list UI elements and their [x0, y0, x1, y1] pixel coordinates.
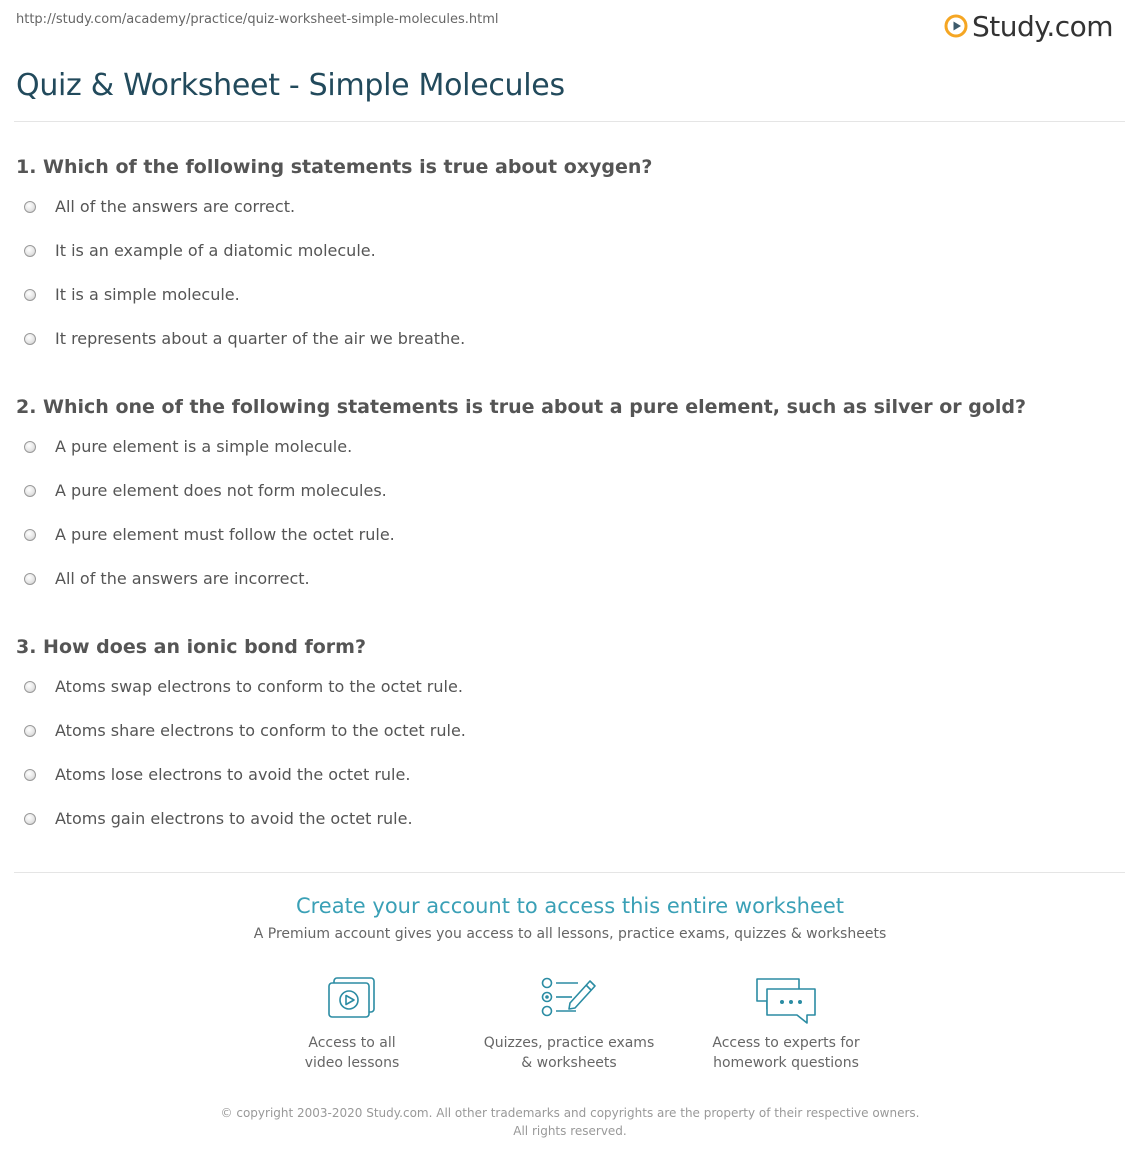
answer-label: A pure element is a simple molecule.	[55, 437, 353, 456]
cta-divider	[14, 872, 1125, 873]
radio-button[interactable]	[24, 201, 36, 213]
question-1	[16, 154, 1116, 372]
answer-option[interactable]	[16, 480, 1116, 524]
answer-label: Atoms share electrons to conform to the octet rule.	[55, 721, 466, 740]
question-text: 2. Which one of the following statements is true about a pure element, such as silver or gold?	[16, 396, 1027, 418]
play-logo-icon	[944, 14, 968, 38]
answer-label: Atoms lose electrons to avoid the octet rule.	[55, 765, 411, 784]
radio-button[interactable]	[24, 681, 36, 693]
answer-option[interactable]	[16, 240, 1116, 284]
answer-label: All of the answers are incorrect.	[55, 569, 310, 588]
answer-option[interactable]	[16, 676, 1116, 720]
question-text: 3. How does an ionic bond form?	[16, 636, 366, 658]
answer-label: It is a simple molecule.	[55, 285, 240, 304]
answer-label: It is an example of a diatomic molecule.	[55, 241, 376, 260]
feature-label	[469, 1033, 669, 1073]
answer-option[interactable]	[16, 720, 1116, 764]
answer-option[interactable]	[16, 284, 1116, 328]
answer-option[interactable]	[16, 328, 1116, 372]
radio-button[interactable]	[24, 769, 36, 781]
answer-label: A pure element must follow the octet rule.	[55, 525, 395, 544]
answer-option[interactable]	[16, 764, 1116, 808]
feature-quizzes	[469, 975, 669, 1073]
radio-button[interactable]	[24, 529, 36, 541]
radio-button[interactable]	[24, 333, 36, 345]
question-text: 1. Which of the following statements is true about oxygen?	[16, 156, 653, 178]
radio-button[interactable]	[24, 289, 36, 301]
radio-button[interactable]	[24, 485, 36, 497]
feature-label-line: & worksheets	[521, 1055, 617, 1071]
feature-label-line: Quizzes, practice exams	[483, 1035, 655, 1051]
question-2	[16, 394, 1116, 612]
page-title: Quiz & Worksheet - Simple Molecules	[16, 68, 565, 103]
answer-option[interactable]	[16, 524, 1116, 568]
answer-option[interactable]	[16, 196, 1116, 240]
feature-label	[252, 1033, 452, 1073]
chat-bubbles-icon	[753, 975, 819, 1027]
feature-label-line: video lessons	[304, 1055, 400, 1071]
feature-label-line: Access to experts for	[712, 1035, 860, 1051]
feature-label	[686, 1033, 886, 1073]
copyright-footer: © copyright 2003-2020 Study.com. All other trademarks and copyrights are the property of their respective owners. All rights reserved.	[220, 1106, 920, 1138]
radio-button[interactable]	[24, 245, 36, 257]
answer-option[interactable]	[16, 808, 1116, 852]
quiz-checklist-icon	[540, 975, 598, 1021]
radio-button[interactable]	[24, 573, 36, 585]
answer-label: Atoms swap electrons to conform to the octet rule.	[55, 677, 463, 696]
answer-option[interactable]	[16, 436, 1116, 480]
cta-subtitle: A Premium account gives you access to all lessons, practice exams, quizzes & worksheets	[253, 926, 887, 942]
feature-label-line: Access to all	[308, 1035, 396, 1051]
answer-label: All of the answers are correct.	[55, 197, 296, 216]
answer-list	[16, 676, 1116, 852]
logo-text: Study.com	[972, 9, 1114, 43]
feature-label-line: homework questions	[713, 1055, 859, 1071]
answer-label: Atoms gain electrons to avoid the octet rule.	[55, 809, 413, 828]
radio-button[interactable]	[24, 725, 36, 737]
radio-button[interactable]	[24, 813, 36, 825]
study-logo[interactable]	[944, 6, 1113, 46]
cta-title[interactable]: Create your account to access this entire worksheet	[295, 894, 845, 918]
radio-button[interactable]	[24, 441, 36, 453]
video-lessons-icon	[326, 975, 378, 1021]
question-3	[16, 634, 1116, 852]
feature-video-lessons	[252, 975, 452, 1073]
answer-label: A pure element does not form molecules.	[55, 481, 387, 500]
answer-label: It represents about a quarter of the air we breathe.	[55, 329, 466, 348]
answer-list	[16, 436, 1116, 612]
feature-experts	[686, 975, 886, 1073]
answer-option[interactable]	[16, 568, 1116, 612]
page-header	[0, 0, 1140, 50]
page-url: http://study.com/academy/practice/quiz-worksheet-simple-molecules.html	[16, 12, 499, 27]
title-divider	[14, 121, 1125, 122]
answer-list	[16, 196, 1116, 372]
